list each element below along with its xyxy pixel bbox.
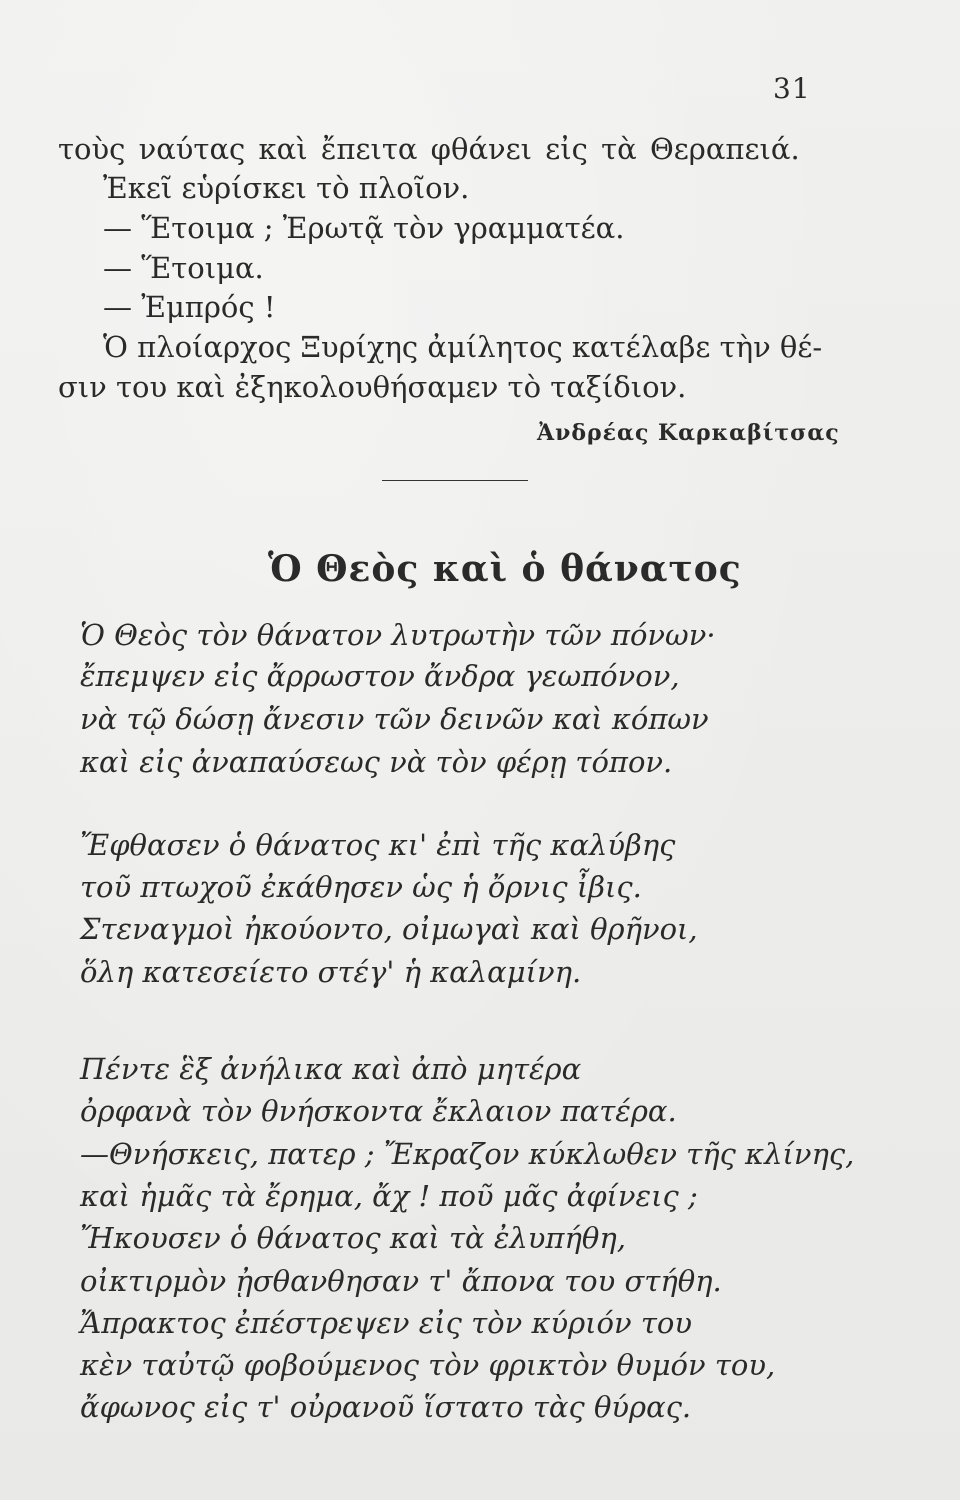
verse-line: Ἔφθασεν ὁ θάνατος κι' ἐπὶ τῆς καλύβης — [80, 828, 676, 862]
section-separator — [382, 480, 528, 481]
verse-line: —Θνήσκεις, πατερ ; Ἔκραζον κύκλωθεν τῆς κλίνης, — [80, 1137, 855, 1171]
prose-line-6: Ὁ πλοίαρχος Ξυρίχης ἀμίλητος κατέλαβε τὴν θέ- — [103, 330, 823, 364]
verse-line: τοῦ πτωχοῦ ἐκάθησεν ὡς ἡ ὄρνις ἶβις. — [80, 870, 642, 904]
author-signature: Ἀνδρέας Καρκαβίτσας — [537, 420, 840, 446]
poem-title: Ὁ Θεὸς καὶ ὁ θάνατος — [268, 548, 742, 590]
verse-line: νὰ τῷ δώσῃ ἄνεσιν τῶν δεινῶν καὶ κόπων — [80, 702, 709, 736]
verse-line: Ὁ Θεὸς τὸν θάνατον λυτρωτὴν τῶν πόνων· — [80, 618, 716, 652]
verse-line: οἰκτιρμὸν ᾐσθανθησαν τ' ἄπονα του στήθη. — [80, 1264, 722, 1298]
verse-line: κὲν ταὐτῷ φοβούμενος τὸν φρικτὸν θυμόν του, — [80, 1348, 776, 1382]
verse-line: Ἄπρακτος ἐπέστρεψεν εἰς τὸν κύριόν του — [80, 1306, 692, 1340]
verse-line: ἔπεμψεν εἰς ἄρρωστον ἄνδρα γεωπόνον, — [80, 659, 680, 693]
prose-line-4: — Ἕτοιμα. — [103, 251, 264, 285]
prose-line-5: — Ἐμπρός ! — [103, 290, 276, 324]
prose-line-2: Ἐκεῖ εὑρίσκει τὸ πλοῖον. — [103, 171, 470, 205]
prose-line-1: τοὺς ναύτας καὶ ἔπειτα φθάνει εἰς τὰ Θεραπειά. — [58, 132, 800, 166]
verse-line: καὶ ἡμᾶς τὰ ἔρημα, ἄχ ! ποῦ μᾶς ἀφίνεις ; — [80, 1179, 698, 1213]
page-number: 31 — [773, 72, 811, 105]
verse-line: Στεναγμοὶ ἠκούοντο, οἰμωγαὶ καὶ θρῆνοι, — [80, 912, 698, 946]
verse-line: ὅλη κατεσείετο στέγ' ἡ καλαμίνη. — [80, 955, 582, 989]
prose-line-3: — Ἕτοιμα ; Ἐρωτᾷ τὸν γραμματέα. — [103, 211, 625, 245]
verse-line: ὀρφανὰ τὸν θνήσκοντα ἔκλαιον πατέρα. — [80, 1094, 677, 1128]
verse-line: Ἤκουσεν ὁ θάνατος καὶ τὰ ἐλυπήθη, — [80, 1221, 626, 1255]
verse-line: καὶ εἰς ἀναπαύσεως νὰ τὸν φέρῃ τόπον. — [80, 745, 673, 779]
verse-line: Πέντε ἓξ ἀνήλικα καὶ ἀπὸ μητέρα — [80, 1052, 582, 1086]
prose-line-7: σιν του καὶ ἐξηκολουθήσαμεν τὸ ταξίδιον. — [58, 370, 687, 404]
verse-line: ἄφωνος εἰς τ' οὐρανοῦ ἵστατο τὰς θύρας. — [80, 1390, 692, 1424]
